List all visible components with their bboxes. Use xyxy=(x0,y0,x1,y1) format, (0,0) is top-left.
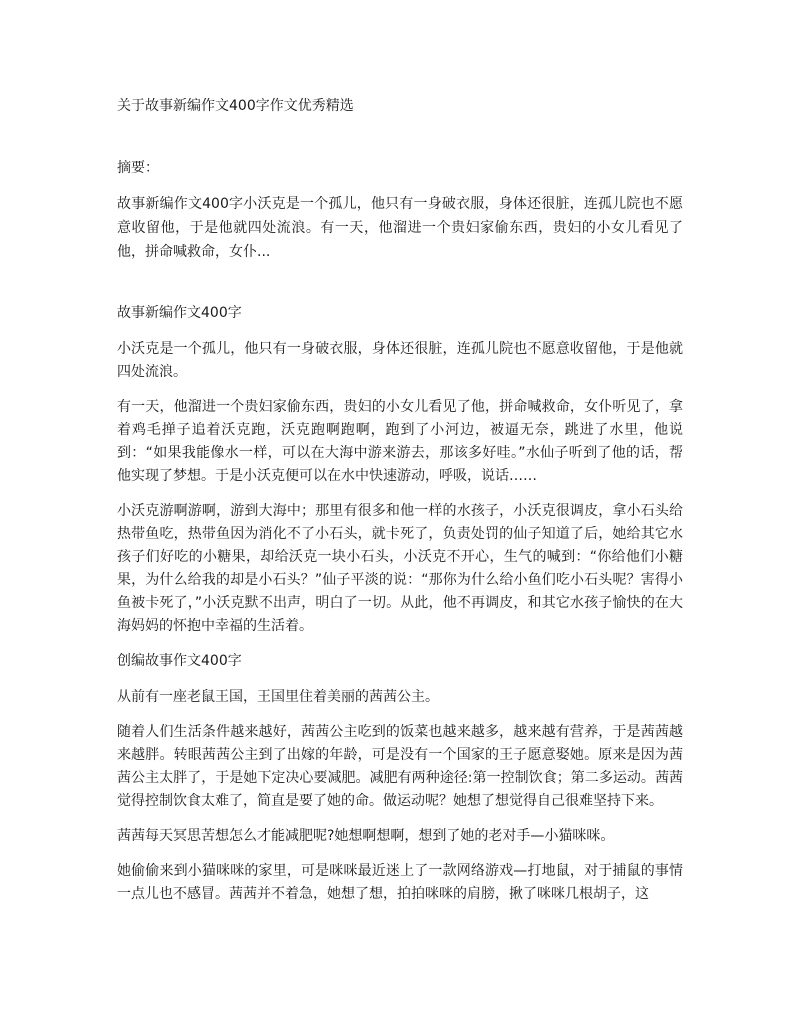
paragraph: 小沃克游啊游啊，游到大海中；那里有很多和他一样的水孩子，小沃克很调皮，拿小石头给热带鱼吃，热带鱼因为消化不了小石头，就卡死了，负责处罚的仙子知道了后，她给其它水孩子们好吃的小糖果，却给沃克一块小石头，小沃克不开心，生气的喊到：“你给他们小糖果，为什么给我的却是小石头？”仙子平淡的说：“那你为什么给小鱼们吃小石头呢？害得小鱼被卡死了，”小沃克默不出声，明白了一切。从此，他不再调皮，和其它水孩子愉快的在大海妈妈的怀抱中幸福的生活着。 xyxy=(117,503,683,634)
paragraph: 随着人们生活条件越来越好，茜茜公主吃到的饭菜也越来越多，越来越有营养，于是茜茜越来越胖。转眼茜茜公主到了出嫁的年龄，可是没有一个国家的王子愿意娶她。原来是因为茜茜公主太胖了，于是她下定决心要减肥。减肥有两种途径:第一控制饮食；第二多运动。茜茜觉得控制饮食太难了，简直是要了她的命。做运动呢？她想了想觉得自己很难坚持下来。 xyxy=(117,724,683,809)
document-body xyxy=(117,302,683,918)
document-title: 关于故事新编作文400字作文优秀精选 xyxy=(117,98,354,114)
paragraph: 从前有一座老鼠王国，王国里住着美丽的茜茜公主。 xyxy=(117,689,439,705)
paragraph: 小沃克是一个孤儿，他只有一身破衣服，身体还很脏，连孤儿院也不愿意收留他，于是他就四处流浪。 xyxy=(117,341,683,380)
paragraph: 茜茜每天冥思苦想怎么才能减肥呢?她想啊想啊，想到了她的老对手—小猫咪咪。 xyxy=(117,828,615,844)
paragraph: 她偷偷来到小猫咪咪的家里，可是咪咪最近迷上了一款网络游戏—打地鼠，对于捕鼠的事情一点儿也不感冒。茜茜并不着急，她想了想，拍拍咪咪的肩膀，揪了咪咪几根胡子，这 xyxy=(117,863,683,902)
abstract-label: 摘要： xyxy=(117,160,159,176)
abstract-text: 故事新编作文400字小沃克是一个孤儿，他只有一身破衣服，身体还很脏，连孤儿院也不愿意收留他，于是他就四处流浪。有一天，他溜进一个贵妇家偷东西，贵妇的小女儿看见了他，拼命喊救命，女仆... xyxy=(117,196,683,260)
section-heading: 创编故事作文400字 xyxy=(117,653,242,669)
section-heading: 故事新编作文400字 xyxy=(117,305,242,321)
paragraph: 有一天，他溜进一个贵妇家偷东西，贵妇的小女儿看见了他，拼命喊救命，女仆听见了，拿着鸡毛掸子追着沃克跑，沃克跑啊跑啊，跑到了小河边，被逼无奈，跳进了水里，他说到：“如果我能像水一样，可以在大海中游来游去，那该多好哇。”水仙子听到了他的话，帮他实现了梦想。于是小沃克便可以在水中快速游动，呼吸，说话…… xyxy=(117,399,683,484)
